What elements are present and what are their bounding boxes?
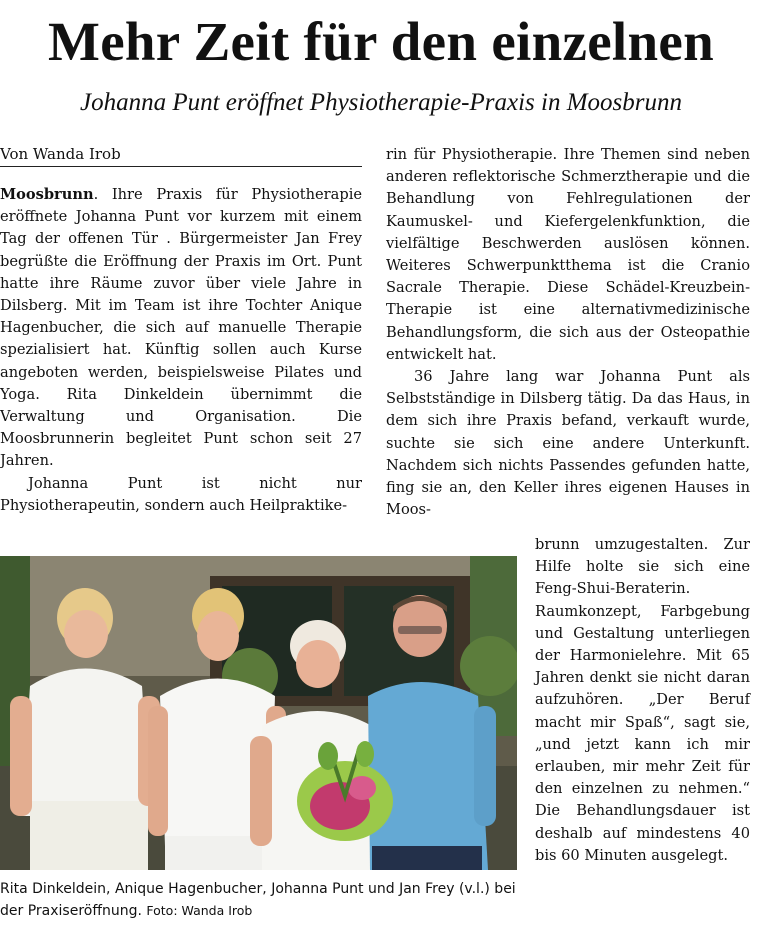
photo-illustration [0, 556, 517, 870]
article-paragraph: brunn umzugestalten. Zur Hilfe holte sie sich eine Feng-Shui-Beraterin. Raumkonzept, Farbgebung und Gestaltung unterliegen der Harmonielehre. Mit 65 Jahren denkt sie nicht daran aufzuhören. „Der Beruf macht mir Spaß“, sagt sie, „und jetzt kann ich mir erlauben, mir mehr Zeit für den einzelnen zu nehmen.“ Die Behandlungsdauer ist deshalb auf mindestens 40 bis 60 Minuten ausgelegt. [535, 536, 750, 864]
photo-credit: Foto: Wanda Irob [146, 903, 253, 918]
article-headline: Mehr Zeit für den einzelnen [47, 11, 714, 72]
article-paragraph [0, 184, 362, 473]
caption-text: Rita Dinkeldein, Anique Hagenbucher, Johanna Punt und Jan Frey (v.l.) bei der Praxiseröffnung. [0, 881, 516, 919]
photo-caption [0, 879, 517, 922]
article-column-3 [535, 534, 750, 867]
paragraph-text: . Ihre Praxis für Physiotherapie eröffnete Johanna Punt vor kurzem mit einem Tag der offenen Tür . Bürgermeister Jan Frey begrüßte die Eröffnung der Praxis im Ort. Punt hatte ihre Räume zuvor über viele Jahre in Dilsberg. Mit im Team ist ihre Tochter Anique Hagenbucher, die sich auf manuelle Therapie spezialisiert hat. Künftig sollen auch Kurse angeboten werden, beispielsweise Pilates und Yoga. Rita Dinkeldein übernimmt die Verwaltung und Organisation. Die Moosbrunnerin begleitet Punt schon seit 27 Jahren. [0, 186, 362, 470]
article-column-1 [0, 184, 362, 517]
article-column-2 [386, 144, 750, 521]
article-byline: Von Wanda Irob [0, 144, 362, 167]
article-photo [0, 556, 517, 870]
dateline: Moosbrunn [0, 186, 94, 203]
article-paragraph: Johanna Punt ist nicht nur Physiotherapeutin, sondern auch Heilpraktike- [0, 474, 362, 514]
article-paragraph: 36 Jahre lang war Johanna Punt als Selbstständige in Dilsberg tätig. Da das Haus, in dem sich ihre Praxis befand, verkauft wurde, suchte sie sich eine andere Unterkunft. Nachdem sich nichts Passendes gefunden hatte, fing sie an, den Keller ihres eigenen Hauses in Moos- [386, 368, 750, 519]
article-paragraph: rin für Physiotherapie. Ihre Themen sind neben anderen reflektorische Schmerztherapie und die Behandlung von Fehlregulationen der Kaumuskel- und Kiefergelenkfunktion, die vielfältige Beschwerden auslösen können. Weiteres Schwerpunktthema ist die Cranio Sacrale Therapie. Diese Schädel-Kreuzbein-Therapie ist eine alternativmedizinische Behandlungsform, die sich aus der Osteopathie entwickelt hat. [386, 146, 750, 363]
article-subheadline: Johanna Punt eröffnet Physiotherapie-Praxis in Moosbrunn [79, 89, 682, 116]
